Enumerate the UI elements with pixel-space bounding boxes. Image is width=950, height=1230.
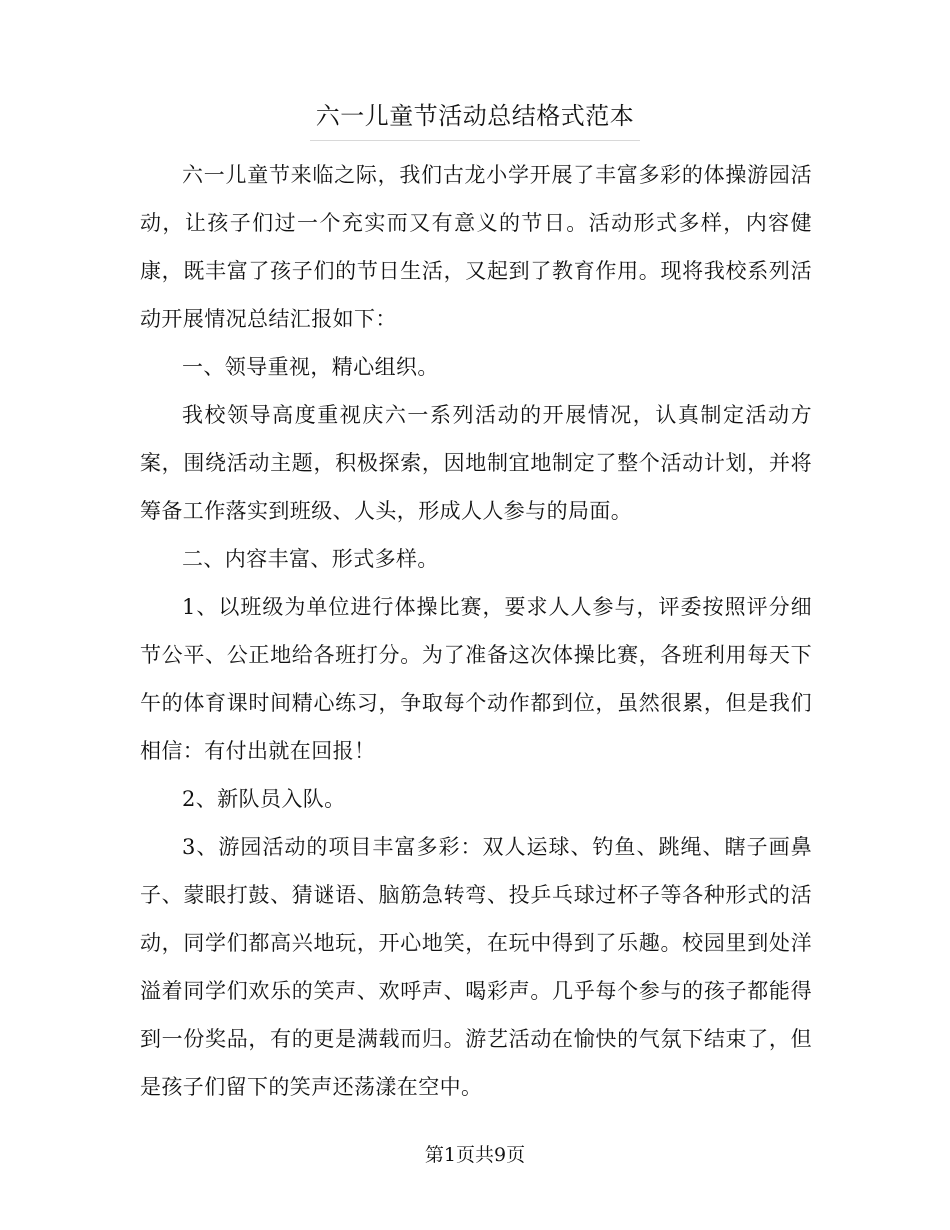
document-body [140, 151, 812, 1111]
page-number-footer: 第1页共9页 [424, 1144, 526, 1166]
document-title: 六一儿童节活动总结格式范本 [310, 96, 641, 141]
title-container [0, 96, 950, 141]
paragraph-item-1: 1、以班级为单位进行体操比赛，要求人人参与，评委按照评分细节公平、公正地给各班打分。为了准备这次体操比赛，各班利用每天下午的体育课时间精心练习，争取每个动作都到位，虽然很累，但是我们相信：有付出就在回报！ [140, 595, 812, 763]
paragraph-item-2: 2、新队员入队。 [182, 787, 346, 811]
section-heading-1: 一、领导重视，精心组织。 [182, 355, 439, 379]
section-heading-2: 二、内容丰富、形式多样。 [182, 547, 439, 571]
paragraph-leadership: 我校领导高度重视庆六一系列活动的开展情况，认真制定活动方案，围绕活动主题，积极探索，因地制宜地制定了整个活动计划，并将筹备工作落实到班级、人头，形成人人参与的局面。 [140, 403, 812, 523]
paragraph-intro: 六一儿童节来临之际，我们古龙小学开展了丰富多彩的体操游园活动，让孩子们过一个充实而又有意义的节日。活动形式多样，内容健康，既丰富了孩子们的节日生活，又起到了教育作用。现将我校系列活动开展情况总结汇报如下： [140, 163, 812, 331]
paragraph-item-3: 3、游园活动的项目丰富多彩：双人运球、钓鱼、跳绳、瞎子画鼻子、蒙眼打鼓、猜谜语、脑筋急转弯、投乒乓球过杯子等各种形式的活动，同学们都高兴地玩，开心地笑，在玩中得到了乐趣。校园里到处洋溢着同学们欢乐的笑声、欢呼声、喝彩声。几乎每个参与的孩子都能得到一份奖品，有的更是满载而归。游艺活动在愉快的气氛下结束了，但是孩子们留下的笑声还荡漾在空中。 [140, 835, 812, 1099]
